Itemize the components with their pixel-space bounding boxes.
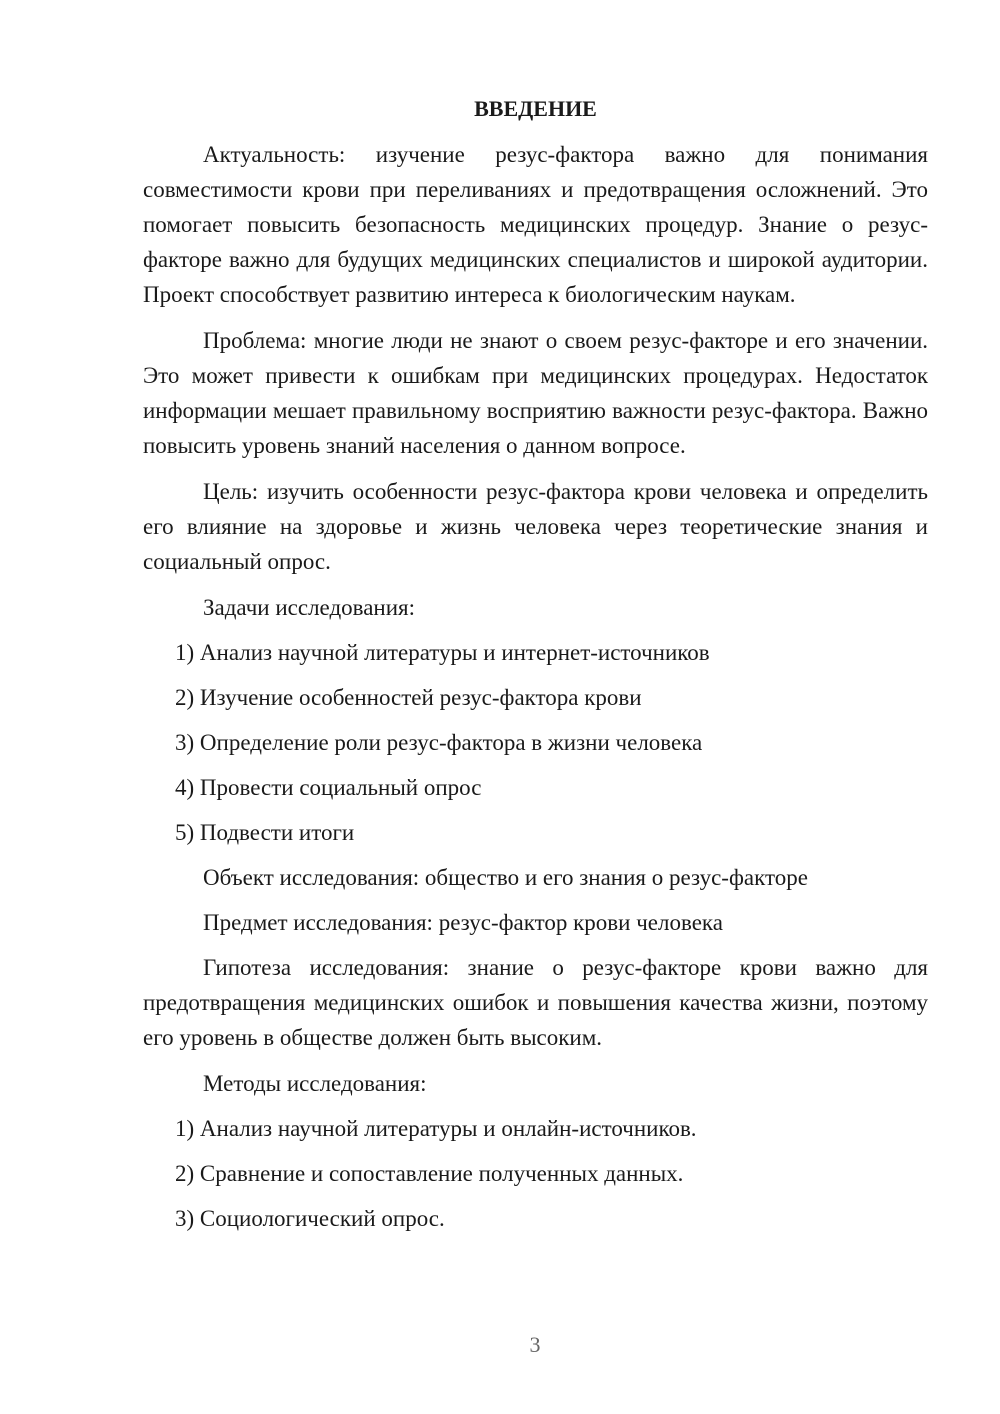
- tasks-list: [143, 635, 928, 850]
- list-item: 2) Сравнение и сопоставление полученных данных.: [175, 1161, 684, 1186]
- goal-paragraph: Цель: изучить особенности резус-фактора крови человека и определить его влияние на здоровье и жизнь человека через теоретические знания и социальный опрос.: [143, 479, 928, 574]
- subject-line: Предмет исследования: резус-фактор крови человека: [203, 910, 723, 935]
- page-number: 3: [529, 1332, 541, 1357]
- section-title: ВВЕДЕНИЕ: [474, 96, 597, 121]
- methods-heading: Методы исследования:: [203, 1071, 427, 1096]
- list-item: 1) Анализ научной литературы и интернет-источников: [175, 640, 710, 665]
- object-line: Объект исследования: общество и его знания о резус-факторе: [203, 865, 808, 890]
- relevance-paragraph: Актуальность: изучение резус-фактора важно для понимания совместимости крови при переливаниях и предотвращения осложнений. Это помогает повысить безопасность медицинских процедур. Знание о резус-факторе важно для будущих медицинских специалистов и широкой аудитории. Проект способствует развитию интереса к биологическим наукам.: [143, 142, 928, 307]
- list-item: 1) Анализ научной литературы и онлайн-источников.: [175, 1116, 697, 1141]
- problem-paragraph: Проблема: многие люди не знают о своем резус-факторе и его значении. Это может привести к ошибкам при медицинских процедурах. Недостаток информации мешает правильному восприятию важности резус-фактора. Важно повысить уровень знаний населения о данном вопросе.: [143, 328, 928, 458]
- list-item: 3) Определение роли резус-фактора в жизни человека: [175, 730, 703, 755]
- hypothesis-paragraph: Гипотеза исследования: знание о резус-факторе крови важно для предотвращения медицинских ошибок и повышения качества жизни, поэтому его уровень в обществе должен быть высоким.: [143, 955, 928, 1050]
- tasks-heading: Задачи исследования:: [203, 595, 416, 620]
- list-item: 4) Провести социальный опрос: [175, 775, 482, 800]
- methods-list: [143, 1111, 928, 1236]
- document-page: [143, 94, 928, 1246]
- list-item: 5) Подвести итоги: [175, 820, 355, 845]
- list-item: 2) Изучение особенностей резус-фактора крови: [175, 685, 642, 710]
- list-item: 3) Социологический опрос.: [175, 1206, 445, 1231]
